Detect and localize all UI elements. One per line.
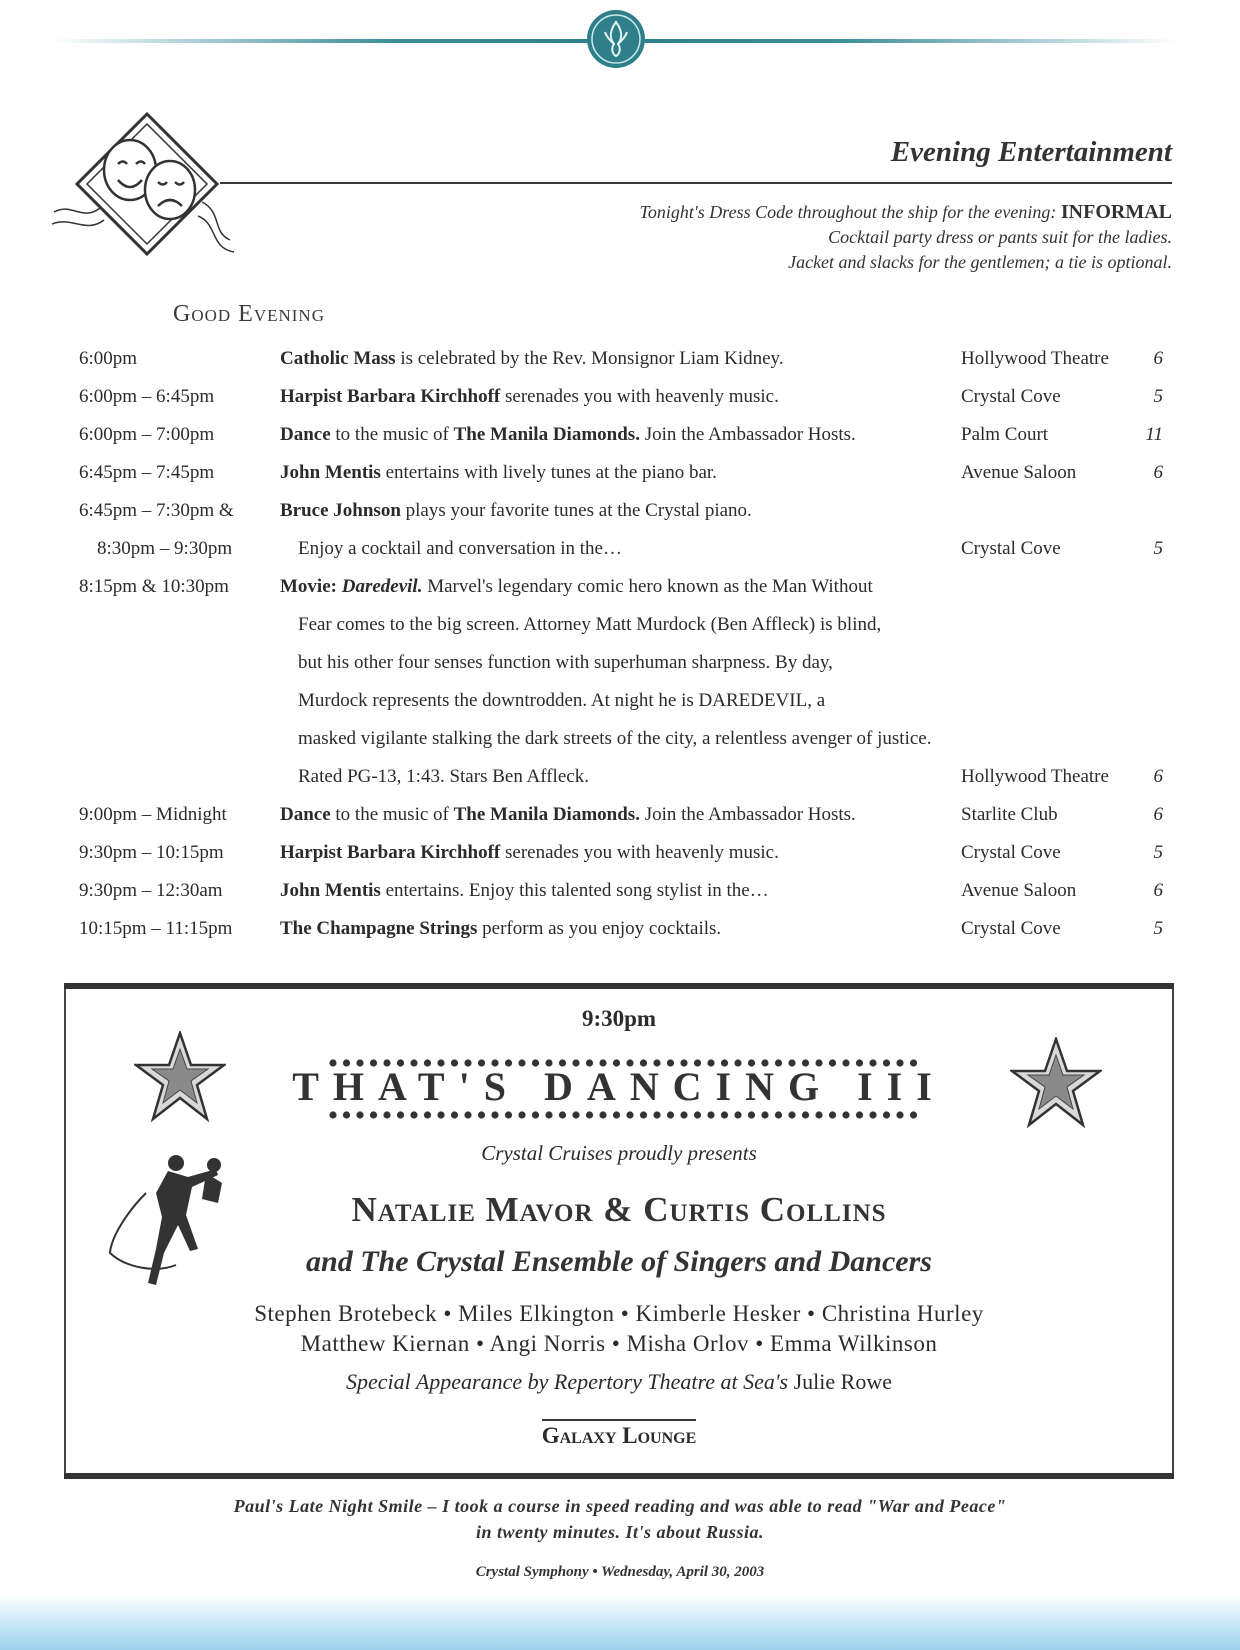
schedule-time: 6:00pm – 6:45pm [79,386,215,407]
schedule-description [280,424,856,446]
dot [356,1111,363,1118]
schedule-highlight: Bruce Johnson [280,500,401,521]
late-night-smile [0,1493,1240,1545]
schedule-description [280,804,856,826]
schedule-row [0,344,1240,382]
schedule-row [0,914,1240,952]
schedule-venue: Starlite Club [961,804,1058,825]
schedule-row [0,838,1240,876]
schedule-deck: 5 [1153,538,1163,559]
schedule-highlight: Catholic Mass [280,348,396,369]
schedule-text: masked vigilante stalking the dark streets of the city, a relentless avenger of justice. [298,728,932,749]
schedule-row [0,724,1240,762]
schedule-time: 6:00pm – 7:00pm [79,424,215,445]
dot [815,1111,822,1118]
dot [424,1111,431,1118]
schedule-description [280,500,752,522]
schedule-highlight: John Mentis [280,880,381,901]
dot [667,1111,674,1118]
schedule-text: serenades you with heavenly music. [500,842,779,863]
schedule-row [0,534,1240,572]
dot [707,1111,714,1118]
schedule-time: 8:15pm & 10:30pm [79,576,229,597]
footer: Crystal Symphony • Wednesday, April 30, 2003 [475,1564,765,1580]
dot [518,1111,525,1118]
schedule-venue: Crystal Cove [961,386,1061,407]
schedule-time: 9:30pm – 10:15pm [79,842,224,863]
dot [613,1111,620,1118]
schedule-deck: 6 [1153,766,1163,787]
schedule-deck: 5 [1153,386,1163,407]
schedule-deck: 5 [1153,918,1163,939]
schedule-row [0,876,1240,914]
dot [451,1111,458,1118]
schedule-description [298,728,931,750]
schedule-row [0,572,1240,610]
schedule-description [298,538,622,560]
schedule-row [0,382,1240,420]
dot [775,1111,782,1118]
dot [653,1111,660,1118]
schedule-highlight-2: The Manila Diamonds. [453,804,640,825]
dot [545,1111,552,1118]
dot [397,1111,404,1118]
schedule-text-2: Join the Ambassador Hosts. [639,804,856,825]
schedule-description [280,576,873,598]
schedule-row [0,610,1240,648]
schedule-deck: 5 [1153,842,1163,863]
dot [491,1111,498,1118]
smile-line-1: Paul's Late Night Smile – I took a course in speed reading and was able to read "War and Peace" [233,1496,1007,1516]
schedule-highlight: John Mentis [280,462,381,483]
schedule-venue: Hollywood Theatre [961,348,1109,369]
dot [478,1111,485,1118]
schedule-venue: Crystal Cove [961,842,1061,863]
schedule-text: to the music of [330,804,454,825]
dot [329,1111,336,1118]
schedule-time: 10:15pm – 11:15pm [79,918,233,939]
dot [802,1111,809,1118]
ensemble-line: and The Crystal Ensemble of Singers and Dancers [306,1245,932,1278]
star-icon [134,1031,226,1123]
dot [559,1111,566,1118]
show-venue [66,1423,1172,1449]
show-time: 9:30pm [581,1006,657,1031]
schedule-description [280,462,717,484]
schedule-description [280,918,721,940]
dress-code-gentlemen: Jacket and slacks for the gentlemen; a tie is optional. [788,252,1172,272]
header-rule [220,182,1172,184]
bottom-decorative-band [0,1595,1240,1650]
schedule-row [0,420,1240,458]
dot [856,1111,863,1118]
schedule-text-2: Join the Ambassador Hosts. [639,424,856,445]
seahorse-medallion-icon [585,8,647,70]
dot [788,1111,795,1118]
dot [343,1111,350,1118]
schedule-text: to the music of [330,424,454,445]
dot [505,1111,512,1118]
schedule-row [0,648,1240,686]
cast-line-2: Matthew Kiernan • Angi Norris • Misha Orlov • Emma Wilkinson [300,1331,938,1356]
schedule-text: is celebrated by the Rev. Monsignor Liam Kidney. [395,348,784,369]
dot [883,1111,890,1118]
dot [410,1111,417,1118]
schedule-highlight: Dance [280,424,331,445]
dot [572,1111,579,1118]
schedule-venue: Palm Court [961,424,1049,445]
schedule-text: entertains with lively tunes at the piano bar. [380,462,717,483]
schedule-row [0,496,1240,534]
headliners: Natalie Mavor & Curtis Collins [351,1190,887,1229]
dot [383,1111,390,1118]
schedule-text: Fear comes to the big screen. Attorney Matt Murdock (Ben Affleck) is blind, [298,614,882,635]
schedule-time: 9:30pm – 12:30am [79,880,223,901]
schedule-highlight: Harpist Barbara Kirchhoff [280,842,501,863]
special-appearance-name: Julie Rowe [793,1369,893,1394]
schedule-text: Enjoy a cocktail and conversation in the… [298,538,622,559]
dot [910,1111,917,1118]
schedule-row [0,800,1240,838]
schedule-time: 8:30pm – 9:30pm [97,538,233,559]
dot [640,1111,647,1118]
dot [437,1111,444,1118]
schedule-description [280,386,779,408]
show-venue-label: Galaxy Lounge [542,1419,697,1448]
schedule-time: 6:45pm – 7:45pm [79,462,215,483]
dot [464,1111,471,1118]
dot [680,1111,687,1118]
schedule-description [298,652,833,674]
schedule-deck: 6 [1153,462,1163,483]
dot [842,1111,849,1118]
dot [748,1111,755,1118]
schedule-text: but his other four senses function with superhuman sharpness. By day, [298,652,833,673]
schedule-description [298,614,881,636]
featured-show-box [64,983,1174,1479]
schedule-deck: 11 [1145,424,1163,445]
dress-code [640,200,1172,275]
schedule-description [298,690,825,712]
evening-schedule [0,344,1240,952]
schedule-deck: 6 [1153,348,1163,369]
schedule-row [0,762,1240,800]
page-title: Evening Entertainment [890,136,1172,168]
schedule-venue: Crystal Cove [961,538,1061,559]
dot [370,1111,377,1118]
schedule-description [280,348,784,370]
schedule-highlight: Movie: [280,576,342,597]
schedule-text: entertains. Enjoy this talented song stylist in the… [380,880,769,901]
dress-code-prefix: Tonight's Dress Code throughout the ship for the evening: [639,202,1057,222]
schedule-venue: Crystal Cove [961,918,1061,939]
schedule-text: Murdock represents the downtrodden. At night he is DAREDEVIL, a [298,690,826,711]
presents-line: Crystal Cruises proudly presents [481,1141,757,1165]
dot [829,1111,836,1118]
special-appearance-prefix: Special Appearance by Repertory Theatre at Sea's [345,1369,789,1394]
dot [599,1111,606,1118]
schedule-description [280,880,769,902]
theatre-masks-icon [52,112,242,262]
dot [626,1111,633,1118]
dot [761,1111,768,1118]
dot [869,1111,876,1118]
schedule-text: Rated PG-13, 1:43. Stars Ben Affleck. [298,766,589,787]
schedule-time: 6:00pm [79,348,138,369]
schedule-text: serenades you with heavenly music. [500,386,779,407]
dot [896,1111,903,1118]
schedule-time: 6:45pm – 7:30pm & [79,500,234,521]
schedule-text: Marvel's legendary comic hero known as the Man Without [422,576,873,597]
schedule-text: perform as you enjoy cocktails. [477,918,722,939]
schedule-highlight: Harpist Barbara Kirchhoff [280,386,501,407]
dress-code-ladies: Cocktail party dress or pants suit for the ladies. [828,227,1172,247]
schedule-highlight: Dance [280,804,331,825]
schedule-row [0,686,1240,724]
schedule-description [280,842,779,864]
special-appearance [66,1369,1172,1395]
greeting-heading: Good Evening [173,301,325,327]
schedule-row [0,458,1240,496]
dot [734,1111,741,1118]
dotted-border-bottom [328,1107,918,1117]
dress-code-value: INFORMAL [1060,201,1172,223]
schedule-venue: Hollywood Theatre [961,766,1109,787]
star-icon [1010,1037,1102,1129]
schedule-venue: Avenue Saloon [961,880,1077,901]
schedule-venue: Avenue Saloon [961,462,1077,483]
dot [694,1111,701,1118]
schedule-deck: 6 [1153,804,1163,825]
schedule-deck: 6 [1153,880,1163,901]
schedule-text: plays your favorite tunes at the Crystal piano. [400,500,752,521]
cast-line-1: Stephen Brotebeck • Miles Elkington • Kimberle Hesker • Christina Hurley [254,1301,984,1326]
schedule-time: 9:00pm – Midnight [79,804,227,825]
dot [532,1111,539,1118]
schedule-description [298,766,589,788]
show-title: THAT'S DANCING III [292,1064,946,1109]
dot [586,1111,593,1118]
smile-line-2: in twenty minutes. It's about Russia. [475,1522,765,1542]
schedule-highlight: The Champagne Strings [280,918,478,939]
schedule-highlight-2: The Manila Diamonds. [453,424,640,445]
schedule-highlight-italic: Daredevil. [341,576,423,597]
dot [721,1111,728,1118]
